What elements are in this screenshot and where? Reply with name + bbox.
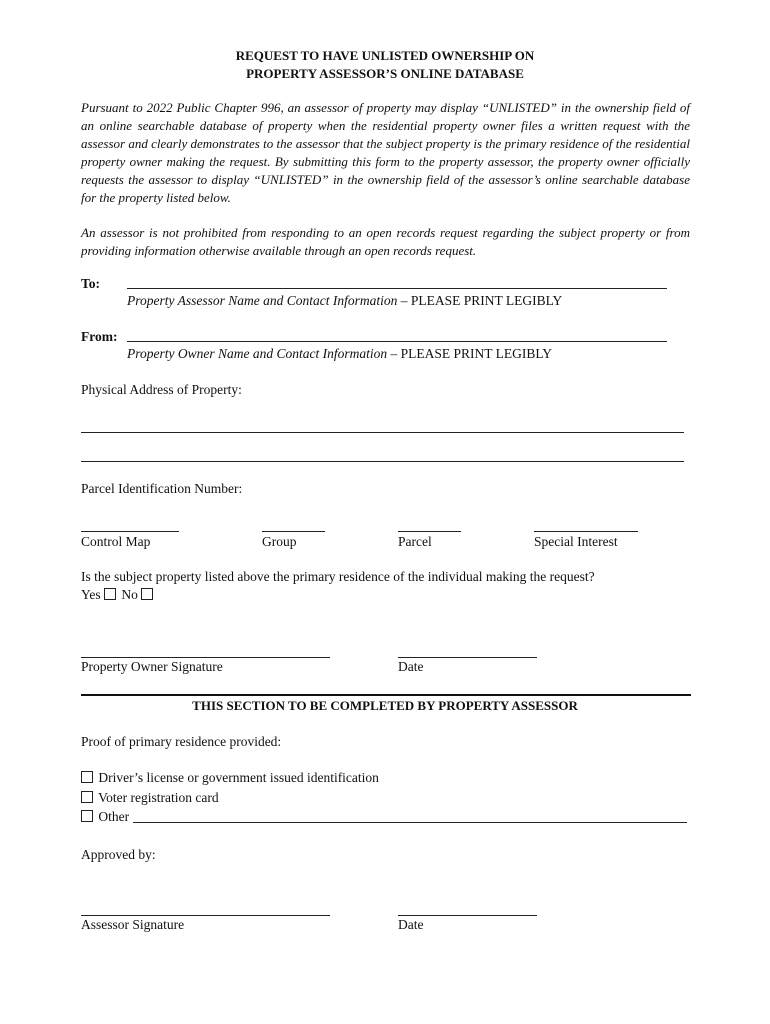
proof-option-label: Other	[98, 809, 130, 824]
primary-residence-question: Is the subject property listed above the primary residence of the individual making the request?	[81, 569, 595, 584]
form-title-line-1: REQUEST TO HAVE UNLISTED OWNERSHIP ON	[235, 48, 535, 63]
from-caption-text: Property Owner Name and Contact Information	[127, 346, 388, 361]
to-input-line[interactable]	[127, 276, 667, 289]
from-label: From:	[81, 329, 118, 344]
proof-label: Proof of primary residence provided:	[81, 734, 282, 749]
id-checkbox[interactable]	[81, 771, 93, 783]
voter-checkbox[interactable]	[81, 791, 93, 803]
assessor-date-line[interactable]	[398, 903, 537, 916]
no-checkbox[interactable]	[141, 588, 153, 600]
parcel-label: Parcel	[398, 534, 432, 549]
to-label: To:	[81, 276, 101, 291]
yes-checkbox[interactable]	[104, 588, 116, 600]
special-interest-input-line[interactable]	[534, 519, 638, 532]
proof-option-id	[81, 770, 379, 786]
to-caption	[127, 293, 562, 309]
control-map-label: Control Map	[81, 534, 151, 549]
owner-signature-line[interactable]	[81, 645, 330, 658]
parcel-input-line[interactable]	[398, 519, 461, 532]
other-checkbox[interactable]	[81, 810, 93, 822]
to-caption-suffix: – PLEASE PRINT LEGIBLY	[397, 293, 563, 308]
section-divider	[81, 694, 691, 696]
from-caption-suffix: – PLEASE PRINT LEGIBLY	[387, 346, 553, 361]
yes-label: Yes	[81, 587, 101, 602]
address-line-2[interactable]	[81, 449, 684, 462]
intro-paragraph: Pursuant to 2022 Public Chapter 996, an assessor of property may display “UNLISTED” in the ownership field of an online searchable database of property when the residential property owner files a written request with the assessor and clearly demonstrates to the assessor that the subject property is the primary residence of the residential property owner making the request. By submitting this form to the property assessor, the property owner officially requests the assessor to display “UNLISTED” in the ownership field of the assessor’s online searchable database for the property listed below.	[81, 100, 690, 205]
owner-date-label: Date	[398, 659, 424, 674]
special-interest-label: Special Interest	[534, 534, 618, 549]
assessor-section-title: THIS SECTION TO BE COMPLETED BY PROPERTY ASSESSOR	[192, 698, 578, 713]
owner-date-line[interactable]	[398, 645, 537, 658]
other-input-line[interactable]	[133, 809, 687, 823]
form-title-line-2: PROPERTY ASSESSOR’S ONLINE DATABASE	[246, 66, 524, 81]
open-records-notice: An assessor is not prohibited from responding to an open records request regarding the subject property or from providing information otherwise available through an open records request.	[81, 225, 690, 258]
assessor-signature-line[interactable]	[81, 903, 330, 916]
parcel-id-label: Parcel Identification Number:	[81, 481, 243, 496]
no-label: No	[121, 587, 138, 602]
control-map-input-line[interactable]	[81, 519, 179, 532]
proof-option-other	[81, 809, 129, 825]
yes-no-row	[81, 587, 155, 603]
approved-by-label: Approved by:	[81, 847, 156, 862]
from-input-line[interactable]	[127, 329, 667, 342]
from-caption	[127, 346, 552, 362]
proof-option-label: Driver’s license or government issued identification	[98, 770, 379, 785]
address-line-1[interactable]	[81, 420, 684, 433]
group-label: Group	[262, 534, 297, 549]
assessor-signature-label: Assessor Signature	[81, 917, 185, 932]
owner-signature-label: Property Owner Signature	[81, 659, 223, 674]
proof-option-voter	[81, 790, 219, 806]
group-input-line[interactable]	[262, 519, 325, 532]
physical-address-label: Physical Address of Property:	[81, 382, 242, 397]
to-caption-text: Property Assessor Name and Contact Information	[127, 293, 398, 308]
assessor-date-label: Date	[398, 917, 424, 932]
proof-option-label: Voter registration card	[98, 790, 219, 805]
